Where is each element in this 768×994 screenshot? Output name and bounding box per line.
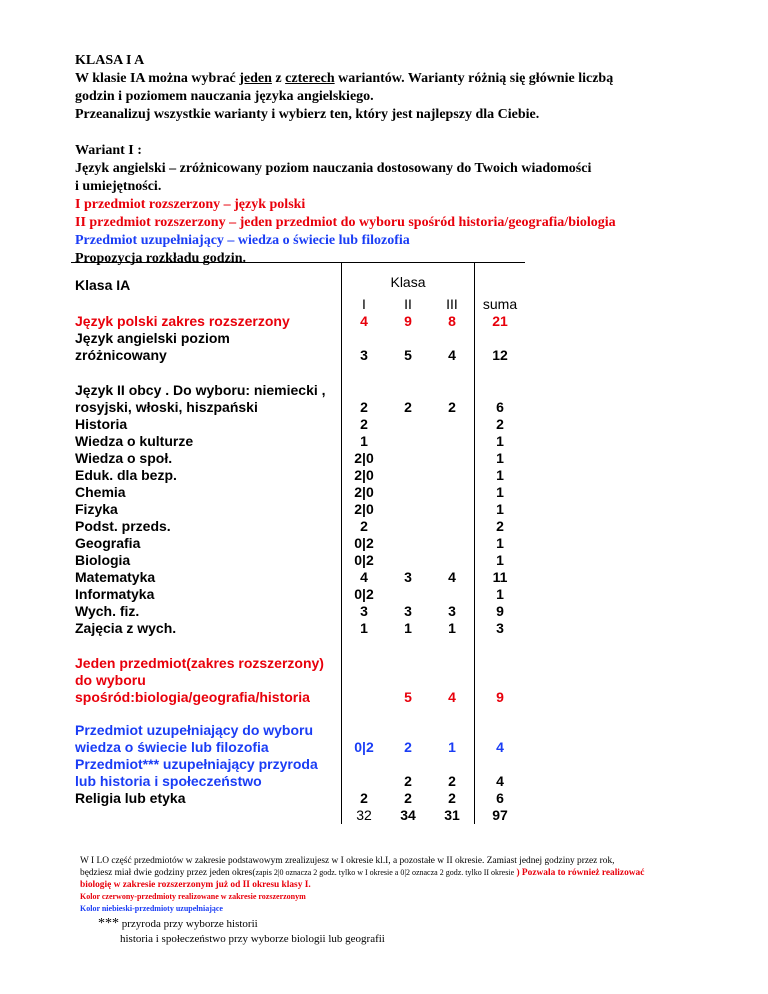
- cell-i: 1: [360, 433, 368, 449]
- cell-ii: [386, 535, 430, 552]
- cell-suma: 9: [475, 603, 526, 620]
- cell-i: 1: [360, 620, 368, 636]
- table-row: [71, 569, 525, 586]
- note-line-2: [80, 867, 740, 879]
- cell-i: 3: [360, 347, 368, 363]
- table-row: [71, 364, 525, 416]
- table-row: [71, 313, 525, 330]
- cell-suma: 1: [475, 433, 526, 450]
- cell-iii: 4: [448, 569, 456, 585]
- cell-iii: 8: [448, 313, 456, 329]
- table-row: [71, 501, 525, 518]
- cell-i: 2: [360, 416, 368, 432]
- row-label: Eduk. dla bezp.: [71, 467, 342, 484]
- cell-ii: 9: [404, 313, 412, 329]
- table-row: [71, 535, 525, 552]
- row-label: Język angielski poziom zróżnicowany: [71, 330, 342, 364]
- col-header-suma: suma: [475, 291, 526, 313]
- cell-iii: [430, 467, 475, 484]
- cell-ii: 2: [404, 739, 412, 755]
- cell-ii: [386, 467, 430, 484]
- cell-ii: 2: [404, 790, 412, 806]
- cell-suma: 1: [475, 552, 526, 569]
- cell-suma: 6: [475, 790, 526, 807]
- cell-suma: 1: [475, 450, 526, 467]
- cell-suma: 3: [475, 620, 526, 637]
- asterisk-text-1: przyroda przy wyborze historii: [119, 918, 258, 930]
- cell-i: 3: [360, 603, 368, 619]
- cell-iii: 1: [448, 739, 456, 755]
- table-row: [71, 416, 525, 433]
- row-label: Religia lub etyka: [71, 790, 342, 807]
- cell-suma: 4: [475, 756, 526, 790]
- cell-suma: 1: [475, 501, 526, 518]
- table-row: [71, 433, 525, 450]
- cell-i: 2: [360, 790, 368, 806]
- table-row: [71, 467, 525, 484]
- cell-ii: [386, 433, 430, 450]
- extended-subject-1: I przedmiot rozszerzony – język polski: [75, 197, 306, 212]
- cell-ii: [386, 484, 430, 501]
- cell-suma: 11: [475, 569, 526, 586]
- extended-subject-2: II przedmiot rozszerzony – jeden przedmiot do wyboru spośród historia/geografia/biologia: [75, 215, 616, 230]
- note-line-2b: zapis 2|0 oznacza 2 godz. tylko w I okresie a 0|2 oznacza 2 godz. tylko II okresie: [255, 868, 515, 877]
- row-label: Historia: [71, 416, 342, 433]
- intro-text: [75, 52, 695, 268]
- cell-ii: 1: [404, 620, 412, 636]
- cell-iii: 4: [448, 347, 456, 363]
- row-label: Przedmiot uzupełniający do wyboru wiedza o świecie lub filozofia: [71, 706, 342, 756]
- cell-ii: 2: [404, 773, 412, 789]
- cell-iii: 2: [448, 790, 456, 806]
- table-row: [71, 586, 525, 603]
- row-label: Biologia: [71, 552, 342, 569]
- cell-ii: [386, 501, 430, 518]
- asterisk-line-2: historia i społeczeństwo przy wyborze biologii lub geografii: [120, 933, 385, 945]
- cell-i: 4: [360, 313, 368, 329]
- total-ii: 34: [400, 807, 416, 823]
- row-label: Wych. fiz.: [71, 603, 342, 620]
- cell-suma: 2: [475, 416, 526, 433]
- note-line-2a: będziesz miał dwie godziny przez jeden okres(: [80, 868, 256, 878]
- table-row: [71, 706, 525, 756]
- cell-iii: [430, 518, 475, 535]
- note-line-1: W I LO część przedmiotów w zakresie podstawowym zrealizujesz w I okresie kl.I, a pozostałe w II okresie. Zamiast jednej godziny przez rok,: [80, 856, 615, 866]
- cell-ii: [386, 586, 430, 603]
- col-header-ii: II: [404, 296, 412, 312]
- cell-ii: 3: [404, 603, 412, 619]
- total-i: 32: [356, 807, 372, 823]
- cell-ii: 5: [404, 689, 412, 705]
- row-label: Wiedza o społ.: [71, 450, 342, 467]
- intro-line-2: godzin i poziomem nauczania języka angielskiego.: [75, 89, 374, 104]
- cell-iii: [430, 552, 475, 569]
- row-label: Matematyka: [71, 569, 342, 586]
- cell-i: 2: [360, 518, 368, 534]
- cell-suma: 1: [475, 484, 526, 501]
- row-label: Podst. przeds.: [71, 518, 342, 535]
- table-row: [71, 790, 525, 807]
- footnotes: [80, 855, 740, 915]
- cell-iii: 1: [448, 620, 456, 636]
- row-label: Zajęcia z wych.: [71, 620, 342, 637]
- row-label: Jeden przedmiot(zakres rozszerzony) do wyboru spośród:biologia/geografia/historia: [71, 637, 342, 706]
- cell-ii: 3: [404, 569, 412, 585]
- row-label: Język polski zakres rozszerzony: [71, 313, 342, 330]
- cell-suma: 21: [475, 313, 526, 330]
- table-row: [71, 518, 525, 535]
- table-row: [71, 450, 525, 467]
- underlined-czterech: czterech: [285, 71, 335, 86]
- table-row: [71, 756, 525, 790]
- variant-title: Wariant I :: [75, 143, 142, 158]
- table-header-row-1: [71, 263, 525, 291]
- table-row: [71, 603, 525, 620]
- cell-iii: [430, 586, 475, 603]
- row-label: Fizyka: [71, 501, 342, 518]
- underlined-jeden: jeden: [239, 71, 272, 86]
- klasa-header: Klasa: [342, 263, 475, 291]
- table-title: Klasa IA: [71, 263, 342, 314]
- cell-ii: 5: [404, 347, 412, 363]
- row-label: Przedmiot*** uzupełniający przyroda lub historia i społeczeństwo: [71, 756, 342, 790]
- asterisk-mark: ***: [98, 916, 119, 931]
- row-label: Język II obcy . Do wyboru: niemiecki , rosyjski, włoski, hiszpański: [71, 364, 342, 416]
- cell-i: 0|2: [354, 739, 374, 755]
- col-header-i: I: [362, 296, 366, 312]
- cell-iii: 2: [448, 773, 456, 789]
- cell-ii: [386, 450, 430, 467]
- asterisk-note: [98, 916, 385, 947]
- total-suma: 97: [475, 807, 526, 824]
- cell-iii: 3: [448, 603, 456, 619]
- asterisk-line-1: [98, 916, 385, 932]
- cell-iii: [430, 484, 475, 501]
- table-row: [71, 484, 525, 501]
- cell-i: 0|2: [354, 535, 374, 551]
- intro-line-1e: wariantów. Warianty różnią się głównie liczbą: [334, 71, 614, 86]
- cell-suma: 6: [475, 364, 526, 416]
- cell-i: 0|2: [354, 586, 374, 602]
- cell-ii: [386, 518, 430, 535]
- cell-ii: [386, 552, 430, 569]
- table-row: [71, 330, 525, 364]
- row-label: Informatyka: [71, 586, 342, 603]
- cell-iii: [430, 433, 475, 450]
- col-header-iii: III: [446, 296, 458, 312]
- cell-i: 2|0: [354, 484, 374, 500]
- row-label: Geografia: [71, 535, 342, 552]
- cell-suma: 1: [475, 586, 526, 603]
- intro-line-1a: W klasie IA można wybrać: [75, 71, 240, 86]
- note-red-legend: Kolor czerwony-przedmioty realizowane w zakresie rozszerzonym: [80, 892, 306, 901]
- cell-suma: 2: [475, 518, 526, 535]
- note-blue-legend: Kolor niebieski-przedmioty uzupełniające: [80, 904, 223, 913]
- row-label: Wiedza o kulturze: [71, 433, 342, 450]
- total-row: [71, 807, 525, 824]
- table-row: [71, 637, 525, 706]
- cell-iii: 4: [448, 689, 456, 705]
- cell-suma: 4: [475, 706, 526, 756]
- cell-suma: 1: [475, 535, 526, 552]
- cell-suma: 9: [475, 637, 526, 706]
- variant-line-1: Język angielski – zróżnicowany poziom nauczania dostosowany do Twoich wiadomości: [75, 161, 592, 176]
- cell-i: [342, 637, 387, 706]
- cell-suma: 1: [475, 467, 526, 484]
- cell-i: 2: [360, 399, 368, 415]
- note-line-3: biologię w zakresie rozszerzonym już od II okresu klasy I.: [80, 880, 311, 890]
- cell-i: [342, 756, 387, 790]
- intro-line-1c: z: [271, 71, 286, 86]
- variant-line-2: i umiejętności.: [75, 179, 162, 194]
- cell-iii: [430, 450, 475, 467]
- cell-iii: [430, 416, 475, 433]
- class-title: KLASA I A: [75, 53, 145, 68]
- row-label: Chemia: [71, 484, 342, 501]
- proposal-heading: Propozycja rozkładu godzin.: [75, 251, 246, 266]
- cell-i: 2|0: [354, 450, 374, 466]
- cell-iii: [430, 535, 475, 552]
- intro-line-3: Przeanalizuj wszystkie warianty i wybierz ten, który jest najlepszy dla Ciebie.: [75, 107, 540, 122]
- cell-iii: 2: [448, 399, 456, 415]
- hours-table: [71, 262, 525, 824]
- table-row: [71, 552, 525, 569]
- note-line-2c: ) Pozwala to również realizować: [514, 868, 645, 878]
- cell-i: 2|0: [354, 467, 374, 483]
- cell-suma: 12: [475, 330, 526, 364]
- total-iii: 31: [444, 807, 460, 823]
- table-row: [71, 620, 525, 637]
- cell-i: 4: [360, 569, 368, 585]
- cell-ii: [386, 416, 430, 433]
- cell-i: 2|0: [354, 501, 374, 517]
- supplementary-subject: Przedmiot uzupełniający – wiedza o świecie lub filozofia: [75, 233, 410, 248]
- cell-i: 0|2: [354, 552, 374, 568]
- cell-ii: 2: [404, 399, 412, 415]
- cell-iii: [430, 501, 475, 518]
- intro-line-1: [75, 70, 695, 88]
